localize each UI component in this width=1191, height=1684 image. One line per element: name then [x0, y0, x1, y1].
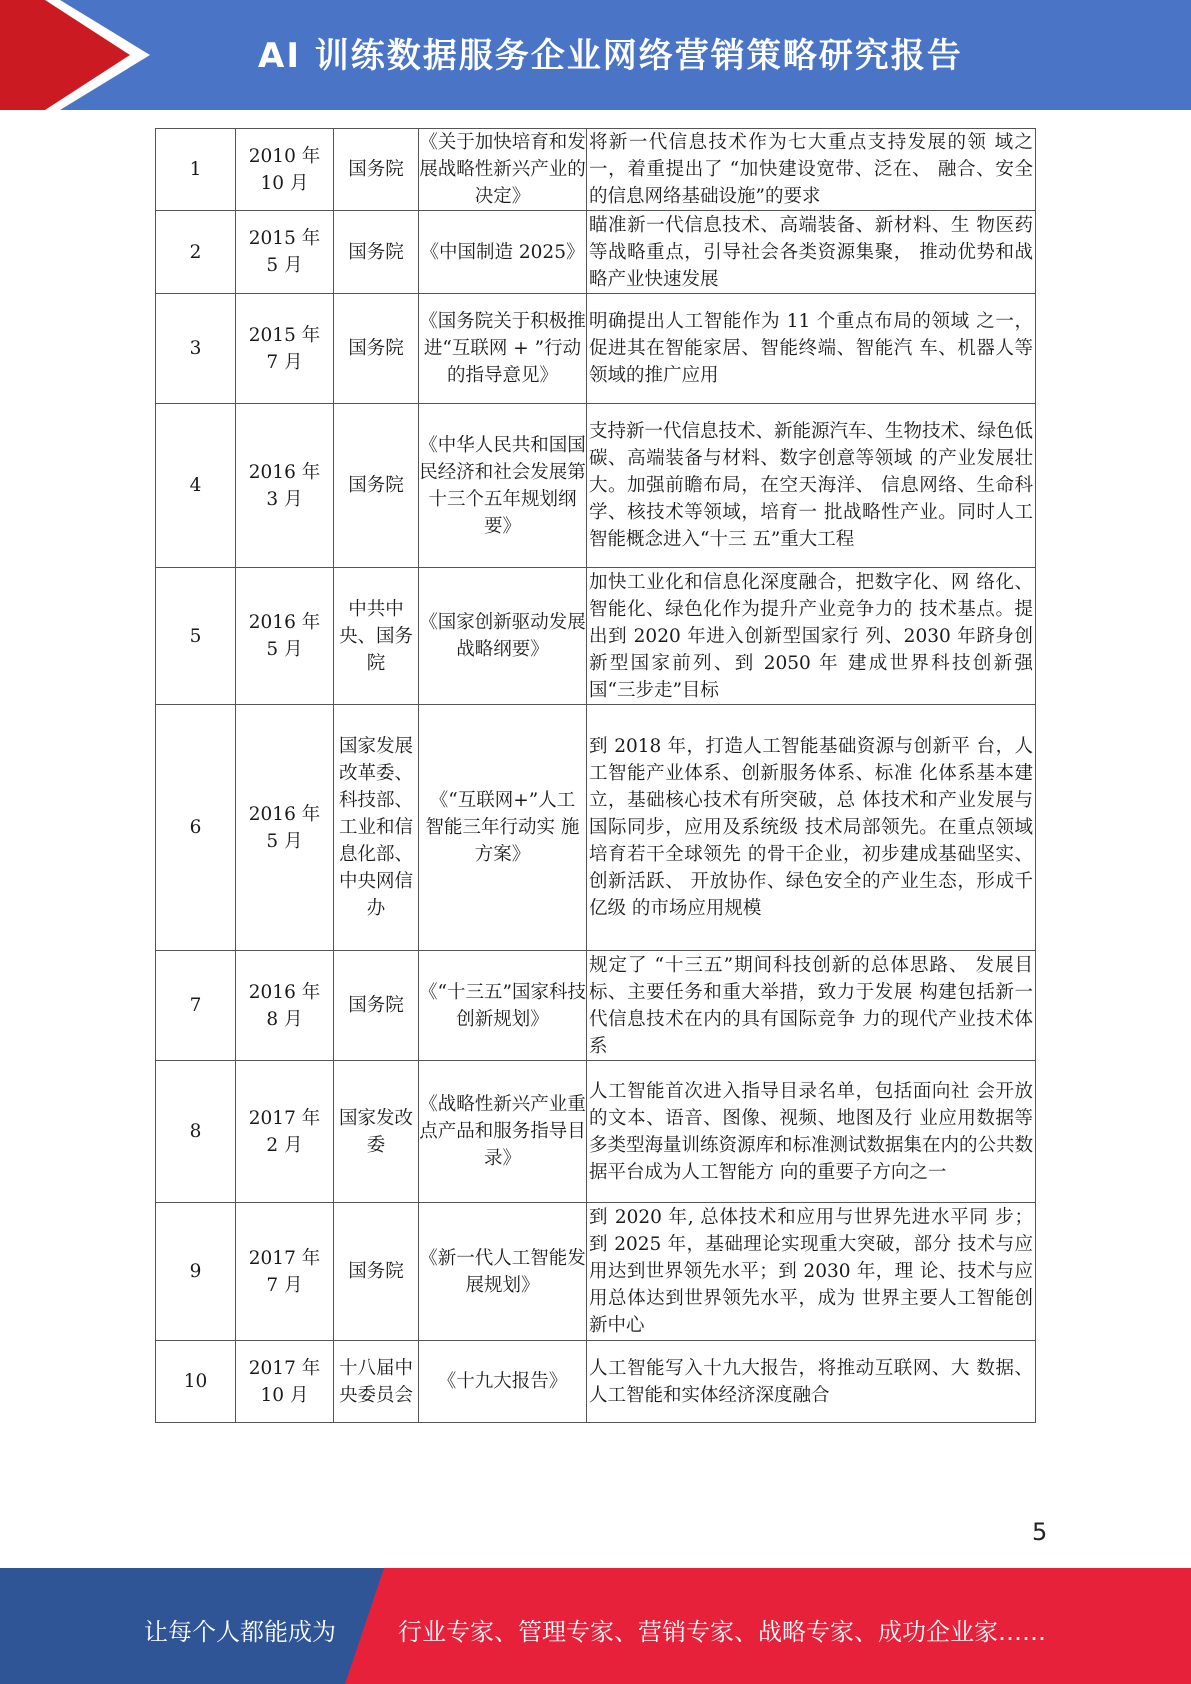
- page-header: [0, 0, 1191, 110]
- issue-date: [236, 1061, 334, 1203]
- issuing-org: 国家发展改革委、科技部、工业和信息化部、中央网信办: [334, 705, 419, 951]
- row-number: 4: [156, 404, 236, 568]
- table-row: [156, 951, 1036, 1061]
- policy-content: 支持新一代信息技术、新能源汽车、生物技术、绿色低碳、高端装备与材料、数字创意等领域 的产业发展壮大。加强前瞻布局，在空天海洋、 信息网络、生命科学、核技术等领域，培育一 批战略性产业。同时人工智能概念进入“十三 五”重大工程: [587, 404, 1036, 568]
- policy-content: 瞄准新一代信息技术、高端装备、新材料、生 物医药等战略重点，引导社会各类资源集聚， 推动优势和战略产业快速发展: [587, 211, 1036, 294]
- issuing-org: 国务院: [334, 1203, 419, 1341]
- date-month: 2 月: [266, 1134, 303, 1156]
- row-number: 3: [156, 294, 236, 404]
- date-month: 5 月: [266, 639, 303, 660]
- issuing-org: 国务院: [334, 294, 419, 404]
- date-year: 2017 年: [248, 1357, 321, 1379]
- document-name: 《国务院关于积极推进“互联网 + ”行动的指导意见》: [419, 294, 587, 404]
- date-month: 7 月: [266, 1274, 303, 1296]
- date-month: 7 月: [266, 351, 303, 373]
- policy-content: 明确提出人工智能作为 11 个重点布局的领域 之一，促进其在智能家居、智能终端、智能汽 车、机器人等领域的推广应用: [587, 294, 1036, 404]
- table-row: [156, 129, 1036, 211]
- table-row: [156, 211, 1036, 294]
- date-year: 2016 年: [248, 981, 321, 1003]
- issue-date: [236, 1341, 334, 1423]
- table-row: [156, 705, 1036, 951]
- policy-content: 规定了 “十三五”期间科技创新的总体思路、 发展目标、主要任务和重大举措，致力于发展 构建包括新一代信息技术在内的具有国际竞争 力的现代产业技术体系: [587, 951, 1036, 1061]
- table-row: [156, 294, 1036, 404]
- date-year: 2015 年: [248, 324, 321, 346]
- issue-date: [236, 705, 334, 951]
- header-red-arrow-decoration: [0, 0, 170, 110]
- footer-slogan-right: 行业专家、管理专家、营销专家、战略专家、成功企业家……: [398, 1618, 1046, 1646]
- issuing-org: 国务院: [334, 129, 419, 211]
- date-year: 2017 年: [248, 1107, 321, 1129]
- table-row: [156, 568, 1036, 705]
- issuing-org: 国家发改委: [334, 1061, 419, 1203]
- policy-content: 到 2020 年, 总体技术和应用与世界先进水平同 步；到 2025 年，基础理论实现重大突破，部分 技术与应用达到世界领先水平；到 2030 年，理 论、技术与应用总体达到世界领先水平，成为 世界主要人工智能创新中心: [587, 1203, 1036, 1341]
- policy-table: [155, 128, 1036, 1423]
- date-month: 3 月: [266, 488, 303, 510]
- table-row: [156, 1061, 1036, 1203]
- issuing-org: 中共中央、国务院: [334, 568, 419, 705]
- document-name: 《“互联网+”人工 智能三年行动实 施方案》: [419, 705, 587, 951]
- document-name: 《十九大报告》: [419, 1341, 587, 1423]
- date-month: 10 月: [260, 1384, 309, 1406]
- date-month: 5 月: [266, 255, 303, 276]
- document-name: 《中国制造 2025》: [419, 211, 587, 294]
- page-footer: [0, 1568, 1191, 1684]
- row-number: 9: [156, 1203, 236, 1341]
- policy-content: 加快工业化和信息化深度融合，把数字化、网 络化、智能化、绿色化作为提升产业竞争力的 技术基点。提出到 2020 年进入创新型国家行 列、2030 年跻身创新型国家前列、到 2050 年 建成世界科技创新强国“三步走”目标: [587, 568, 1036, 705]
- report-title: AI 训练数据服务企业网络营销策略研究报告: [258, 36, 963, 76]
- row-number: 8: [156, 1061, 236, 1203]
- policy-content: 人工智能首次进入指导目录名单，包括面向社 会开放的文本、语音、图像、视频、地图及行 业应用数据等多类型海量训练资源库和标准测试数据集在内的公共数据平台成为人工智能方 向的重要子方向之一: [587, 1061, 1036, 1203]
- date-year: 2016 年: [248, 461, 321, 483]
- row-number: 1: [156, 129, 236, 211]
- row-number: 6: [156, 705, 236, 951]
- footer-slogan-left: 让每个人都能成为: [144, 1618, 336, 1646]
- date-month: 8 月: [266, 1008, 303, 1030]
- table-row: [156, 404, 1036, 568]
- date-year: 2010 年: [248, 145, 321, 167]
- issuing-org: 国务院: [334, 404, 419, 568]
- page-number: 5: [1032, 1518, 1048, 1546]
- row-number: 5: [156, 568, 236, 705]
- issuing-org: 国务院: [334, 211, 419, 294]
- document-name: 《中华人民共和国国民经济和社会发展第十三个五年规划纲要》: [419, 404, 587, 568]
- document-name: 《“十三五”国家科技创新规划》: [419, 951, 587, 1061]
- issue-date: [236, 211, 334, 294]
- document-name: 《新一代人工智能发展规划》: [419, 1203, 587, 1341]
- issuing-org: 国务院: [334, 951, 419, 1061]
- date-year: 2016 年: [248, 612, 321, 633]
- date-year: 2016 年: [248, 803, 321, 825]
- issue-date: [236, 951, 334, 1061]
- row-number: 7: [156, 951, 236, 1061]
- issue-date: [236, 1203, 334, 1341]
- document-name: 《关于加快培育和发展战略性新兴产业的决定》: [419, 129, 587, 211]
- table-row: [156, 1341, 1036, 1423]
- date-month: 5 月: [266, 830, 303, 852]
- policy-content: 将新一代信息技术作为七大重点支持发展的领 域之一，着重提出了 “加快建设宽带、泛在、 融合、安全的信息网络基础设施”的要求: [587, 129, 1036, 211]
- issue-date: [236, 404, 334, 568]
- date-year: 2015 年: [248, 228, 321, 249]
- issue-date: [236, 568, 334, 705]
- issue-date: [236, 294, 334, 404]
- date-month: 10 月: [260, 172, 309, 194]
- policy-content: 人工智能写入十九大报告，将推动互联网、大 数据、人工智能和实体经济深度融合: [587, 1341, 1036, 1423]
- issuing-org: 十八届中央委员会: [334, 1341, 419, 1423]
- document-name: 《战略性新兴产业重点产品和服务指导目录》: [419, 1061, 587, 1203]
- document-name: 《国家创新驱动发展战略纲要》: [419, 568, 587, 705]
- table-row: [156, 1203, 1036, 1341]
- row-number: 10: [156, 1341, 236, 1423]
- row-number: 2: [156, 211, 236, 294]
- date-year: 2017 年: [248, 1247, 321, 1269]
- issue-date: [236, 129, 334, 211]
- policy-content: 到 2018 年，打造人工智能基础资源与创新平 台，人工智能产业体系、创新服务体系、标准 化体系基本建立，基础核心技术有所突破，总 体技术和产业发展与国际同步，应用及系统级 技术局部领先。在重点领域培育若干全球领先 的骨干企业，初步建成基础坚实、创新活跃、 开放协作、绿色安全的产业生态，形成千亿级 的市场应用规模: [587, 705, 1036, 951]
